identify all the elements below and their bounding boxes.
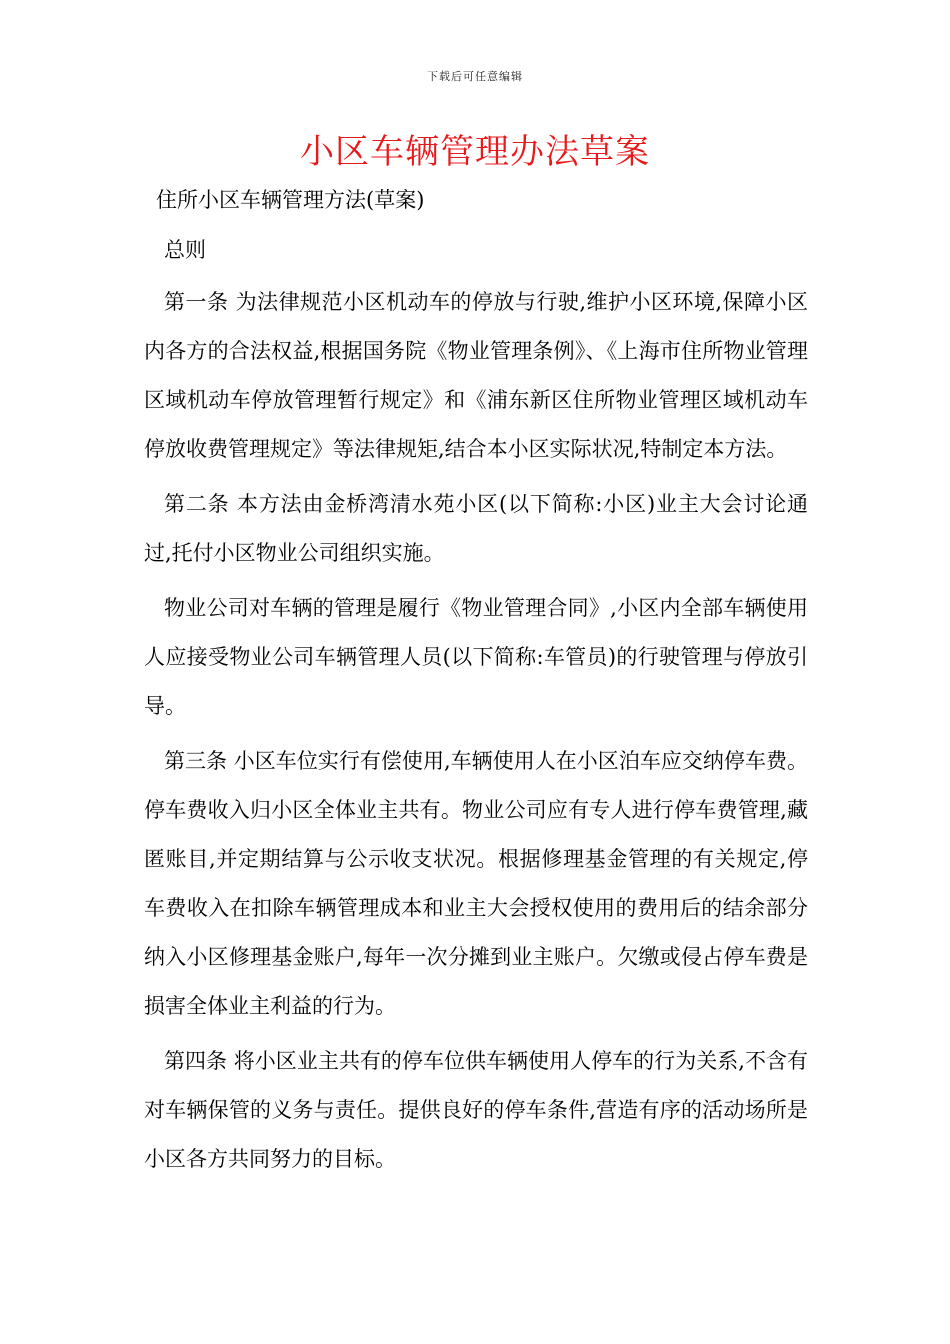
paragraph-article-2-continued: 物业公司对车辆的管理是履行《物业管理合同》,小区内全部车辆使用人应接受物业公司车辆管理人员(以下简称:车管员)的行驶管理与停放引导。 bbox=[144, 596, 808, 718]
header-note: 下载后可任意编辑 bbox=[427, 70, 523, 83]
paragraph-article-1: 第一条 为法律规范小区机动车的停放与行驶,维护小区环境,保障小区内各方的合法权益,根据国务院《物业管理条例》、《上海市住所物业管理区域机动车停放管理暂行规定》和《浦东新区住所物业管理区域机动车停放收费管理规定》等法律规矩,结合本小区实际状况,特制定本方法。 bbox=[144, 290, 808, 461]
paragraph-article-4: 第四条 将小区业主共有的停车位供车辆使用人停车的行为关系,不含有对车辆保管的义务与责任。提供良好的停车条件,营造有序的活动场所是小区各方共同努力的目标。 bbox=[144, 1049, 808, 1171]
document-title: 小区车辆管理办法草案 bbox=[300, 132, 650, 172]
paragraph-article-3: 第三条 小区车位实行有偿使用,车辆使用人在小区泊车应交纳停车费。停车费收入归小区全体业主共有。物业公司应有专人进行停车费管理,藏匿账目,并定期结算与公示收支状况。根据修理基金管理的有关规定,停车费收入在扣除车辆管理成本和业主大会授权使用的费用后的结余部分纳入小区修理基金账户,每年一次分摊到业主账户。欠缴或侵占停车费是损害全体业主利益的行为。 bbox=[144, 749, 808, 1018]
section-heading: 总则 bbox=[164, 238, 206, 262]
document-body bbox=[144, 178, 808, 1184]
paragraph-article-2: 第二条 本方法由金桥湾清水苑小区(以下简称:小区)业主大会讨论通过,托付小区物业公司组织实施。 bbox=[144, 492, 808, 565]
document-subtitle: 住所小区车辆管理方法(草案) bbox=[156, 188, 425, 212]
